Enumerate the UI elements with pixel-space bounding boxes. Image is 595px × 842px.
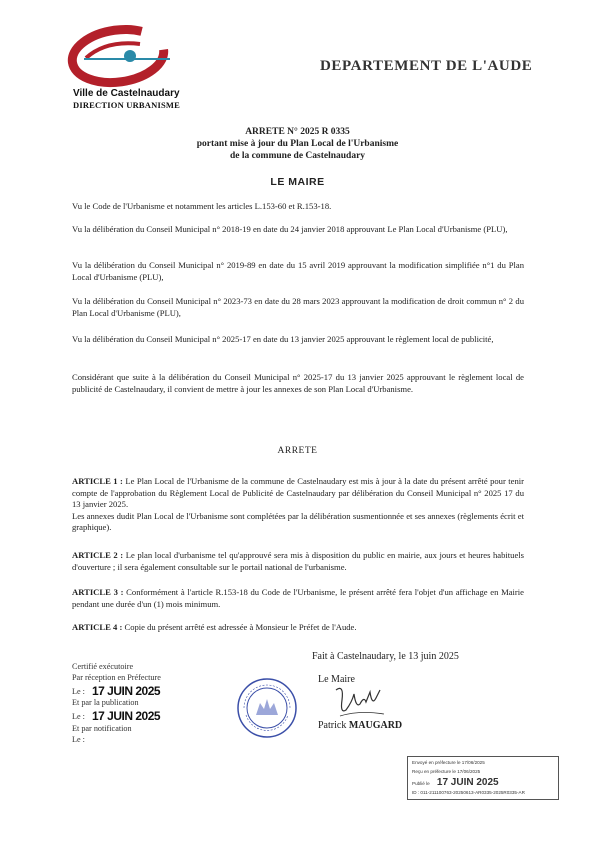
cert-line-3: Et par la publication [72, 698, 139, 707]
stamp-date-2: 17 JUIN 2025 [92, 709, 161, 723]
decision-heading: ARRETE [277, 446, 318, 456]
receipt-line-2: Reçu en préfecture le 17/06/2025 [412, 769, 481, 774]
authority-heading: LE MAIRE [270, 176, 325, 188]
consideration-3: Vu la délibération du Conseil Municipal n° 2019-89 en date du 15 avril 2019 approuvant la modification simplifiée n°1 du Plan Local d'Urbanisme (PLU), [72, 260, 524, 282]
decree-number: ARRETE N° 2025 R 0335 [245, 127, 350, 137]
article-1 [72, 476, 524, 534]
stamp-date-1: 17 JUIN 2025 [92, 684, 161, 698]
receipt-line-1: Envoyé en préfecture le 17/06/2025 [412, 760, 485, 765]
consideration-4: Vu la délibération du Conseil Municipal n° 2023-73 en date du 28 mars 2023 approuvant la modification de droit commun n° 2 du Plan Local d'Urbanisme (PLU), [72, 296, 524, 318]
signatory-last-name: MAUGARD [348, 720, 403, 731]
consideration-2: Vu la délibération du Conseil Municipal n° 2018-19 en date du 24 janvier 2018 approuvant Le Plan Local d'Urbanisme (PLU), [72, 224, 508, 234]
cert-le-3: Le : [72, 735, 85, 744]
article-label: ARTICLE 2 : [72, 550, 124, 560]
city-logo [66, 22, 176, 92]
article-4 [72, 622, 524, 634]
handwritten-signature [330, 680, 390, 722]
article-text: Le Plan Local de l'Urbanisme de la commune de Castelnaudary est mis à jour à la date du présent arrêté pour tenir compte de l'approbation du Règlement Local de Publicité de Castelnaudary par délibération du Conseil Municipal n° 2025 17 du 13 janvier 2025. [72, 476, 525, 509]
article-2 [72, 550, 524, 573]
signatory-role: Le Maire [318, 674, 355, 685]
consideration-5: Vu la délibération du Conseil Municipal n° 2025-17 en date du 13 janvier 2025 approuvant le règlement local de publicité, [72, 334, 494, 344]
city-name: Ville de Castelnaudary [73, 88, 180, 99]
town-seal-icon [236, 677, 298, 739]
article-text: Copie du présent arrêté est adressée à Monsieur le Préfet de l'Aude. [122, 622, 357, 632]
signatory-name [318, 720, 402, 731]
receipt-line-3 [412, 777, 499, 788]
cert-line-2: Par réception en Préfecture [72, 673, 161, 682]
signing-place-date: Fait à Castelnaudary, le 13 juin 2025 [312, 651, 459, 662]
article-label: ARTICLE 1 : [72, 476, 123, 486]
decree-subject: portant mise à jour du Plan Local de l'Urbanisme [196, 139, 399, 149]
prefecture-receipt-box [407, 756, 559, 800]
article-label: ARTICLE 4 : [72, 622, 123, 632]
consideration-1: Vu le Code de l'Urbanisme et notamment les articles L.153-60 et R.153-18. [72, 201, 332, 211]
article-3 [72, 587, 524, 610]
decree-commune: de la commune de Castelnaudary [229, 151, 366, 161]
receipt-stamp-date: 17 JUIN 2025 [436, 777, 499, 788]
receipt-line-4: ID : 011-211100763-20250613-AR0335-2025R0335-AR [412, 790, 525, 795]
article-text: Le plan local d'urbanisme tel qu'approuvé sera mis à disposition du public en mairie, aux jours et heures habituels d'ouverture ; il sera également consultable sur le portail national de l'urbanisme. [72, 550, 524, 572]
signatory-first-name: Patrick [318, 720, 347, 731]
article-text: Conformément à l'article R.153-18 du Code de l'Urbanisme, le présent arrêté fera l'objet d'un affichage en Mairie pendant une durée d'un (1) mois minimum. [72, 587, 524, 609]
cert-le-2: Le : [72, 712, 85, 721]
cert-le-1: Le : [72, 687, 85, 696]
department-heading: DEPARTEMENT DE L'AUDE [320, 58, 533, 74]
consideration-6: Considérant que suite à la délibération du Conseil Municipal n° 2025-17 du 13 janvier 2025 approuvant le règlement local de publicité de Castelnaudary, il convient de mettre à jour les annexes de son Plan Local d'Urbanisme. [72, 372, 524, 394]
article-label: ARTICLE 3 : [72, 587, 124, 597]
article-extra: Les annexes dudit Plan Local de l'Urbanisme sont complétées par la délibération susmentionnée et ses annexes (règlements écrit et graphique). [72, 510, 524, 532]
direction-name: DIRECTION URBANISME [73, 100, 180, 110]
cert-line-1: Certifié exécutoire [72, 662, 134, 671]
decree-title [0, 126, 595, 162]
receipt-published-label: Publié le [412, 781, 430, 786]
cert-line-4: Et par notification [72, 724, 132, 733]
